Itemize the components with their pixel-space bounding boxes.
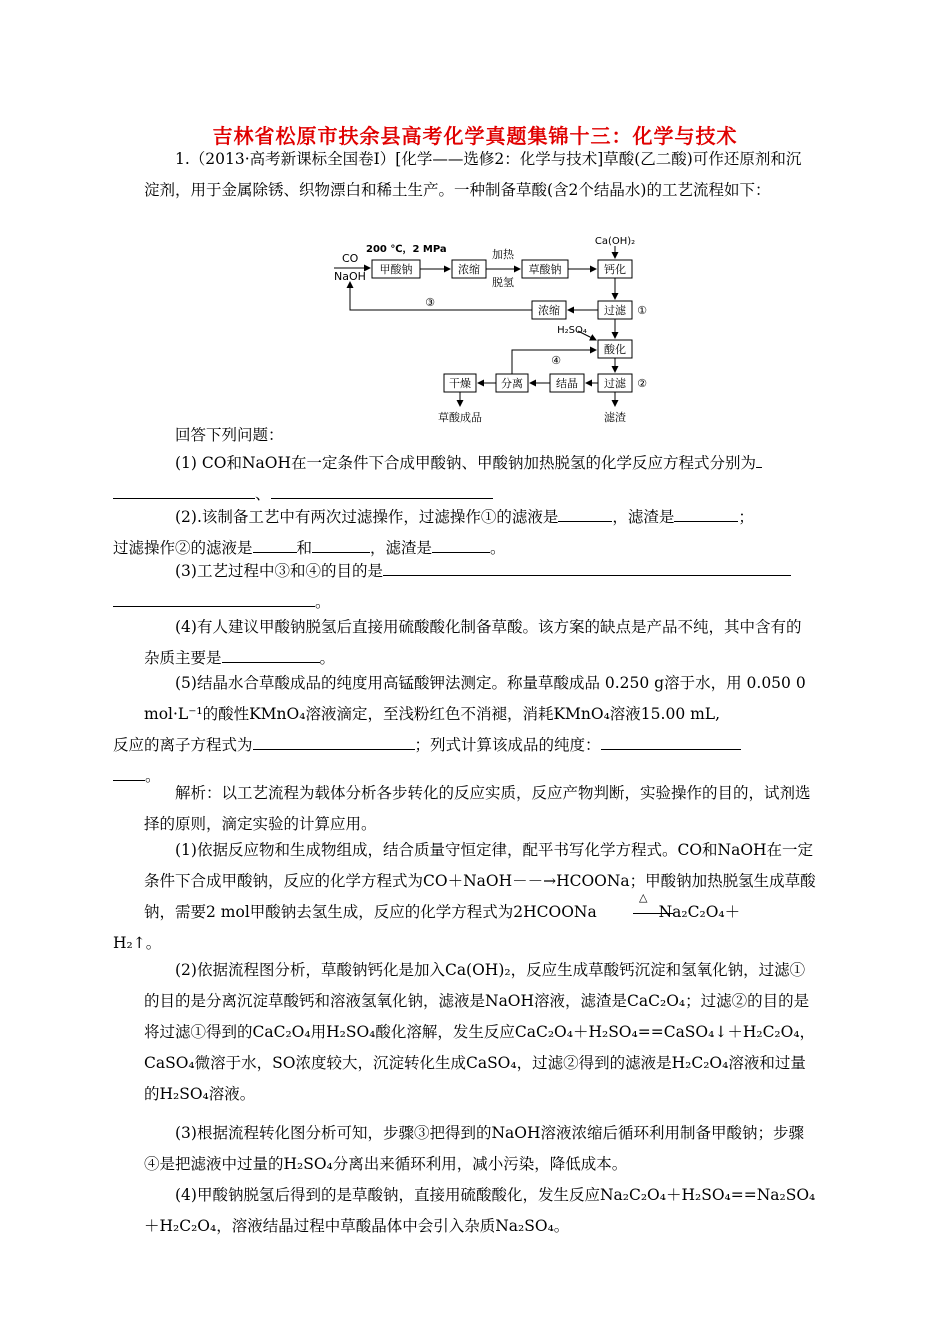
flow-text-filter-2: 过滤 <box>604 377 626 390</box>
analysis-2: (2)依据流程图分析，草酸钠钙化是加入Ca(OH)₂，反应生成草酸钙沉淀和氢氧化钠，过滤①的目的是分离沉淀草酸钙和溶液氢氧化钠，滤液是NaOH溶液，滤渣是CaC₂O₄；过滤②的目的是将过滤①得到的CaC₂O₄用H₂SO₄酸化溶解，发生反应CaC₂O₄＋H₂SO₄==CaSO₄↓＋H₂C₂O₄，CaSO₄微溶于水，SO浓度较大，沉淀转化生成CaSO₄，过滤②得到的滤液是H₂C₂O₄溶液和过量的H₂SO₄溶液。 <box>144 961 816 1103</box>
answer-blank[interactable] <box>674 504 738 522</box>
answer-blank[interactable] <box>113 763 145 781</box>
question-5: (5)结晶水合草酸成品的纯度用高锰酸钾法测定。称量草酸成品 0.250 g溶于水，用 0.050 0 mol·L⁻¹的酸性KMnO₄溶液滴定，至浅粉红色不消褪，消耗KMnO₄溶液15.00 mL, 反应的离子方程式为 ；列式计算该成品的纯度： 。 <box>113 674 806 785</box>
flow-text-residue: 滤渣 <box>604 411 626 424</box>
question-3: (3)工艺过程中③和④的目的是 。 <box>144 556 816 618</box>
question-intro: 1.（2013·高考新课标全国卷Ⅰ）[化学——选修2：化学与技术]草酸(乙二酸)可作还原剂和沉淀剂，用于金属除锈、织物漂白和稀土生产。一种制备草酸(含2个结晶水)的工艺流程如下： <box>144 150 802 199</box>
flow-co-label: CO <box>342 252 359 265</box>
analysis-3: (3)根据流程转化图分析可知，步骤③把得到的NaOH溶液浓缩后循环利用制备甲酸钠；步骤④是把滤液中过量的H₂SO₄分离出来循环利用，减小污染，降低成本。 <box>144 1124 804 1173</box>
flow-mark-4: ④ <box>551 354 561 367</box>
question-2-text-a: (2).该制备工艺中有两次过滤操作，过滤操作①的滤液是 <box>175 508 559 526</box>
flow-naoh-label: NaOH <box>334 270 366 283</box>
answer-blank[interactable] <box>253 732 415 750</box>
flow-text-acidification: 酸化 <box>604 343 626 356</box>
answer-blank[interactable] <box>253 535 297 553</box>
answer-blank[interactable] <box>271 481 493 499</box>
flow-text-h2so4: H₂SO₄ <box>557 325 587 336</box>
flow-text-caoh2: Ca(OH)₂ <box>594 236 636 247</box>
flow-condition-label: 200 ℃，2 MPa <box>366 244 447 255</box>
heating-arrow <box>602 891 654 928</box>
analysis-4: (4)甲酸钠脱氢后得到的是草酸钠，直接用硫酸酸化，发生反应Na₂C₂O₄＋H₂SO₄==Na₂SO₄＋H₂C₂O₄，溶液结晶过程中草酸晶体中会引入杂质Na₂SO₄。 <box>144 1186 816 1235</box>
flow-text-heat: 加热 <box>492 248 514 261</box>
question-2-text-c: 过滤操作②的滤液是 <box>113 539 253 557</box>
answer-blank[interactable] <box>601 732 741 750</box>
answer-blank[interactable] <box>113 481 255 499</box>
question-2-text-e: ，滤渣是 <box>370 539 433 557</box>
answer-blank[interactable] <box>312 535 370 553</box>
flow-text-separate: 分离 <box>501 377 523 390</box>
flow-text-concentrate-1: 浓缩 <box>458 263 480 276</box>
process-flow-diagram <box>330 230 670 430</box>
question-2: (2).该制备工艺中有两次过滤操作，过滤操作①的滤液是 ，滤渣是 ； 过滤操作②的滤液是 和 ，滤渣是 。 <box>144 502 816 564</box>
heat-symbol: △ <box>638 891 648 904</box>
analysis-1-text: (1)依据反应物和生成物组成，结合质量守恒定律，配平书写化学方程式。CO和NaOH在一定条件下合成甲酸钠，反应的化学方程式为CO＋NaOH－－→HCOONa；甲酸钠加热脱氢生成草酸钠，需要2 mol甲酸钠去氢生成，反应的化学方程式为2HCOONa <box>144 841 816 921</box>
flow-text-concentrate-2: 浓缩 <box>538 304 560 317</box>
answer-blank[interactable] <box>113 589 315 607</box>
question-5-text-c: ；列式计算该成品的纯度： <box>414 736 601 754</box>
flow-text-dehydrogenate: 脱氢 <box>492 276 514 289</box>
question-1-text: (1) CO和NaOH在一定条件下合成甲酸钠、甲酸钠加热脱氢的化学反应方程式分别为 <box>175 454 756 472</box>
question-4-text: (4)有人建议甲酸钠脱氢后直接用硫酸酸化制备草酸。该方案的缺点是产品不纯，其中含有的杂质主要是 <box>144 618 802 667</box>
analysis-1 <box>113 835 816 959</box>
question-5-text-b: 反应的离子方程式为 <box>113 736 253 754</box>
answer-blank[interactable] <box>756 450 762 468</box>
analysis-1-product: Na₂C₂O₄＋ <box>658 903 741 921</box>
answer-blank[interactable] <box>383 558 791 576</box>
question-4: (4)有人建议甲酸钠脱氢后直接用硫酸酸化制备草酸。该方案的缺点是产品不纯，其中含有的杂质主要是 。 <box>144 618 802 667</box>
question-2-text-b: ，滤渣是 <box>612 508 675 526</box>
question-2-text-d: 和 <box>296 539 313 557</box>
document-title: 吉林省松原市扶余县高考化学真题集锦十三：化学与技术 <box>212 124 738 148</box>
flow-text-sodium-formate: 甲酸钠 <box>379 263 413 276</box>
analysis-1-end: H₂↑。 <box>113 934 162 952</box>
flow-text-calcification: 钙化 <box>604 263 626 276</box>
flow-text-filter-1: 过滤 <box>604 304 626 317</box>
answer-prompt: 回答下列问题： <box>175 426 284 444</box>
flow-text-sodium-oxalate: 草酸钠 <box>528 263 562 276</box>
question-5-text-a: (5)结晶水合草酸成品的纯度用高锰酸钾法测定。称量草酸成品 0.250 g溶于水，用 0.050 0 mol·L⁻¹的酸性KMnO₄溶液滴定，至浅粉红色不消褪，消耗KMnO₄溶液15.00 mL, <box>144 674 806 723</box>
question-1 <box>144 448 816 510</box>
flow-mark-2: ② <box>637 377 647 390</box>
answer-blank[interactable] <box>432 535 490 553</box>
question-1-separator: 、 <box>255 485 271 503</box>
flow-text-dry: 干燥 <box>449 377 471 390</box>
flow-text-crystallize: 结晶 <box>556 377 578 390</box>
flow-mark-1: ① <box>637 304 647 317</box>
flow-text-product: 草酸成品 <box>438 411 482 424</box>
flow-mark-3: ③ <box>425 296 435 309</box>
answer-blank[interactable] <box>558 504 612 522</box>
analysis-intro: 解析：以工艺流程为载体分析各步转化的反应实质，反应产物判断，实验操作的目的，试剂选择的原则，滴定实验的计算应用。 <box>144 784 811 833</box>
answer-blank[interactable] <box>222 645 320 663</box>
question-3-text: (3)工艺过程中③和④的目的是 <box>175 562 383 580</box>
